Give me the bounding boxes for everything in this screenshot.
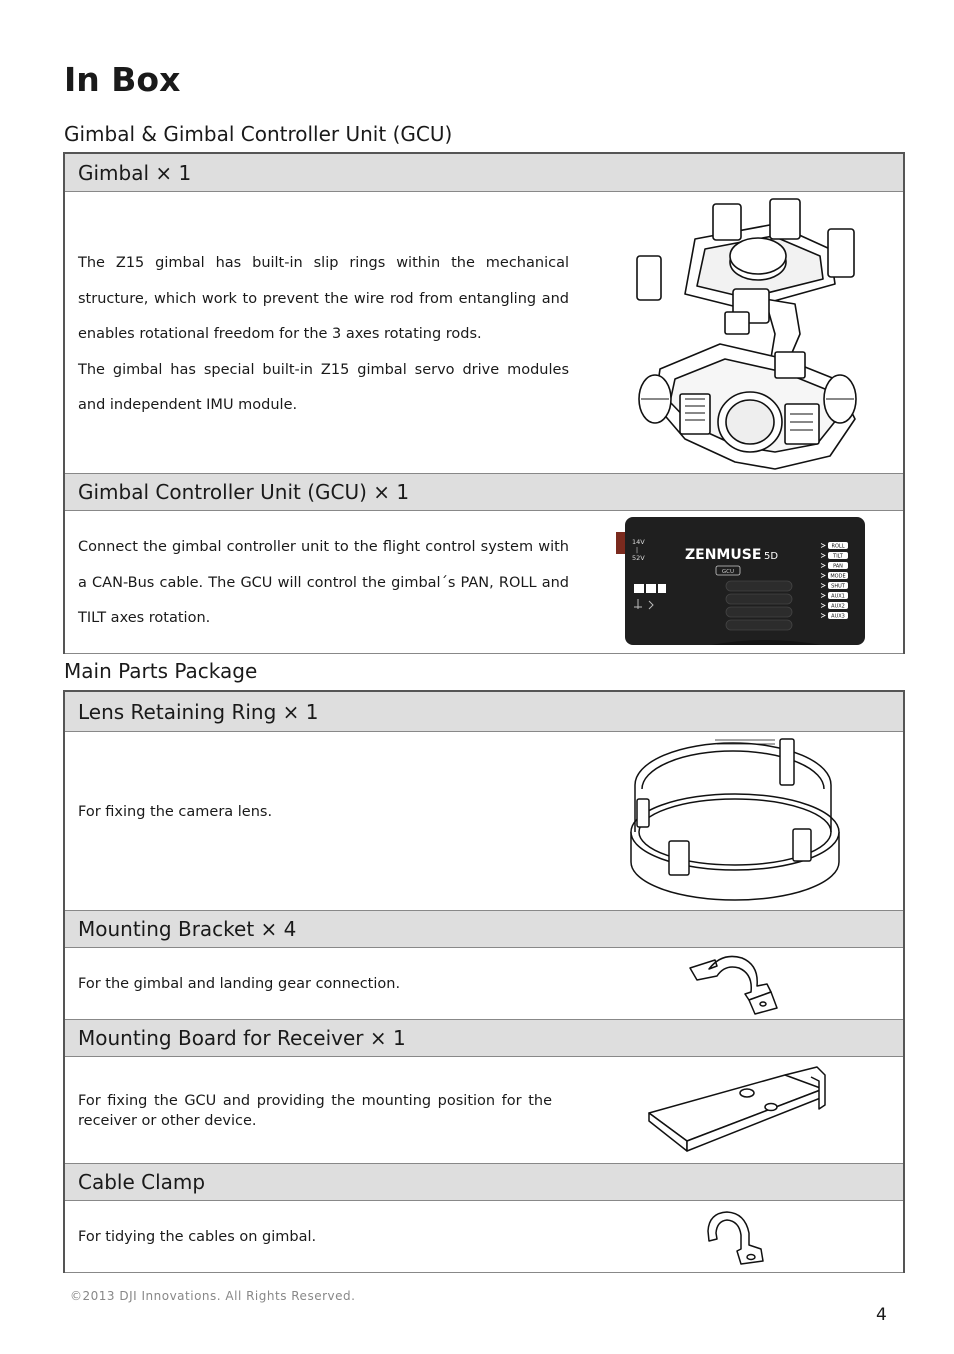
gimbal-image	[625, 194, 860, 474]
description-paragraph: The Z15 gimbal has built-in slip rings within the mechanical structure, which work to prevent the wire rod from entangling and enables rotational freedom for the 3 axes rotating rods.	[78, 255, 569, 342]
gcu-port-label: AUX2	[831, 603, 845, 610]
page-number: 4	[876, 1305, 887, 1325]
cable-clamp-image	[705, 1209, 770, 1269]
item-description-cable-clamp	[78, 1227, 316, 1247]
gcu-port-label: ROLL	[831, 543, 845, 550]
item-header-gcu: Gimbal Controller Unit (GCU) × 1	[65, 474, 903, 511]
item-row-mounting-bracket	[65, 948, 903, 1020]
gcu-image	[616, 517, 866, 647]
gcu-voltage-separator: |	[636, 547, 639, 554]
gcu-port-label: AUX3	[831, 613, 845, 620]
item-header-gimbal: Gimbal × 1	[65, 154, 903, 192]
gimbal-gcu-table	[63, 152, 905, 654]
gcu-port-label: SHUT	[831, 583, 845, 590]
section-heading-gimbal-gcu: Gimbal & Gimbal Controller Unit (GCU)	[64, 122, 453, 146]
item-description-gcu	[78, 530, 569, 637]
lens-retaining-ring-image	[625, 737, 845, 902]
mounting-bracket-image	[687, 950, 782, 1018]
gcu-unit-label: GCU	[721, 569, 735, 575]
description-paragraph: The gimbal has special built-in Z15 gimbal servo drive modules and independent IMU module.	[78, 361, 569, 413]
gcu-voltage-low: 14V	[632, 538, 645, 546]
mounting-board-image	[645, 1065, 830, 1157]
item-row-cable-clamp	[65, 1201, 903, 1273]
item-row-gcu	[65, 511, 903, 654]
gcu-model-label: 5D	[764, 551, 779, 562]
gcu-voltage-high: 52V	[632, 554, 645, 562]
item-row-lens-retaining-ring	[65, 732, 903, 911]
page-title: In Box	[64, 60, 181, 99]
item-row-gimbal	[65, 192, 903, 474]
item-header-mounting-board: Mounting Board for Receiver × 1	[65, 1020, 903, 1057]
main-parts-table	[63, 690, 905, 1273]
gcu-brand-logo: ZENMUSE	[685, 547, 762, 563]
gcu-port-label: AUX1	[831, 593, 845, 600]
item-header-lens-retaining-ring: Lens Retaining Ring × 1	[65, 692, 903, 732]
item-description-mounting-board	[78, 1091, 552, 1131]
gcu-port-label: MODE	[830, 573, 846, 580]
item-description-gimbal	[78, 246, 569, 424]
description-paragraph: For the gimbal and landing gear connection.	[78, 976, 401, 992]
item-row-mounting-board	[65, 1057, 903, 1164]
description-paragraph: Connect the gimbal controller unit to the flight control system with a CAN-Bus cable. The GCU will control the gimbal´s PAN, ROLL and TILT axes rotation.	[78, 539, 569, 626]
gcu-port-label: PAN	[833, 563, 843, 570]
description-paragraph: For fixing the GCU and providing the mounting position for the receiver or other device.	[78, 1093, 552, 1129]
item-header-mounting-bracket: Mounting Bracket × 4	[65, 911, 903, 948]
footer-copyright: ©2013 DJI Innovations. All Rights Reserved.	[70, 1289, 356, 1303]
gcu-port-label: TILT	[833, 553, 843, 560]
description-paragraph: For tidying the cables on gimbal.	[78, 1229, 317, 1245]
item-description-lens-retaining-ring	[78, 802, 272, 822]
description-paragraph: For fixing the camera lens.	[78, 804, 273, 820]
section-heading-main-parts: Main Parts Package	[64, 659, 258, 683]
item-description-mounting-bracket	[78, 974, 400, 994]
item-header-cable-clamp: Cable Clamp	[65, 1164, 903, 1201]
